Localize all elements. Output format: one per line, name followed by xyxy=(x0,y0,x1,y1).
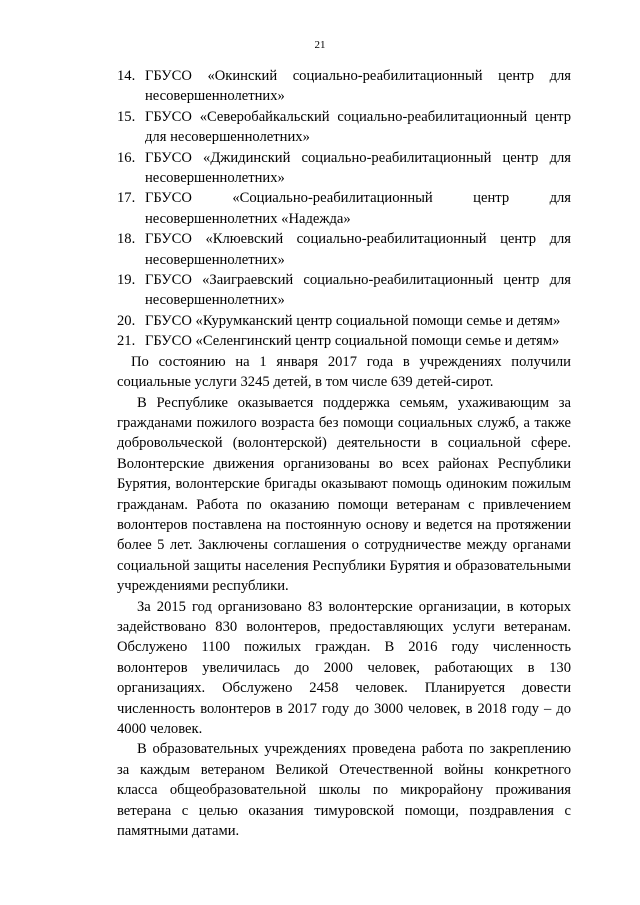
list-item-17 xyxy=(117,188,571,229)
list-item-18 xyxy=(117,229,571,270)
list-item-text: ГБУСО «Джидинский социально-реабилитационный центр для несовершеннолетних» xyxy=(145,149,571,187)
list-item-text: ГБУСО «Заиграевский социально-реабилитационный центр для несовершеннолетних» xyxy=(145,272,571,309)
list-item-15 xyxy=(117,107,571,148)
list-item-number: 20. xyxy=(117,312,136,329)
page-number: 21 xyxy=(314,39,326,51)
paragraph-schools-veterans: В образовательных учреждениях проведена работа по закреплению за каждым ветераном Великой Отечественной войны конкретного класса общеобразовательной школы по микрорайону проживания ветерана с целью оказания тимуровской помощи, поздравления с памятными датами. xyxy=(117,741,571,840)
paragraph-volunteer-support: В Республике оказывается поддержка семьям, ухаживающим за гражданами пожилого возраста без помощи социальных служб, а также добровольческой (волонтерской) деятельности в социальной сфере. Волонтерские движения организованы во всех районах Республики Бурятия, волонтерские бригады оказывают помощь одиноким пожилым гражданам. Работа по оказанию помощи ветеранам с привлечением волонтеров поставлена на постоянную основу и ведется на протяжении более 5 лет. Заключены соглашения о сотрудничестве между органами социальной защиты населения Республики Бурятия и образовательными учреждениями республики. xyxy=(117,394,571,595)
paragraph-volunteer-statistics: За 2015 год организовано 83 волонтерские организации, в которых задействовано 830 волонтеров, предоставляющих услуги ветеранам. Обслужено 1100 пожилых граждан. В 2016 году численность волонтеров увеличилась до 2000 человек, работающих в 130 организациях. Обслужено 2458 человек. Планируется довести численность волонтеров в 2017 году до 3000 человек, в 2018 году – до 4000 человек. xyxy=(117,598,571,737)
list-item-number: 19. xyxy=(117,272,136,289)
list-item-number: 18. xyxy=(117,231,136,248)
document-body xyxy=(117,66,571,841)
list-item-21 xyxy=(117,331,571,351)
list-item-text: ГБУСО «Курумканский центр социальной помощи семье и детям» xyxy=(145,312,561,329)
list-item-number: 16. xyxy=(117,149,136,166)
list-item-text: ГБУСО «Окинский социально-реабилитационный центр для несовершеннолетних» xyxy=(145,68,571,105)
paragraph-status-2017: По состоянию на 1 января 2017 года в учреждениях получили социальные услуги 3245 детей, в том числе 639 детей-сирот. xyxy=(117,353,571,391)
list-item-text: ГБУСО «Клюевский социально-реабилитационный центр для несовершеннолетних» xyxy=(145,231,571,268)
list-item-text: ГБУСО «Северобайкальский социально-реабилитационный центр для несовершеннолетних» xyxy=(145,108,571,146)
list-item-number: 21. xyxy=(117,333,136,350)
list-item-text: ГБУСО «Социально-реабилитационный центр для несовершеннолетних «Надежда» xyxy=(145,190,571,227)
list-item-text: ГБУСО «Селенгинский центр социальной помощи семье и детям» xyxy=(145,333,560,350)
list-item-number: 17. xyxy=(117,190,136,207)
list-item-16 xyxy=(117,148,571,189)
list-item-19 xyxy=(117,270,571,311)
list-item-20 xyxy=(117,311,571,331)
list-item-number: 15. xyxy=(117,108,136,125)
list-item-number: 14. xyxy=(117,68,136,84)
list-item-14 xyxy=(117,66,571,107)
